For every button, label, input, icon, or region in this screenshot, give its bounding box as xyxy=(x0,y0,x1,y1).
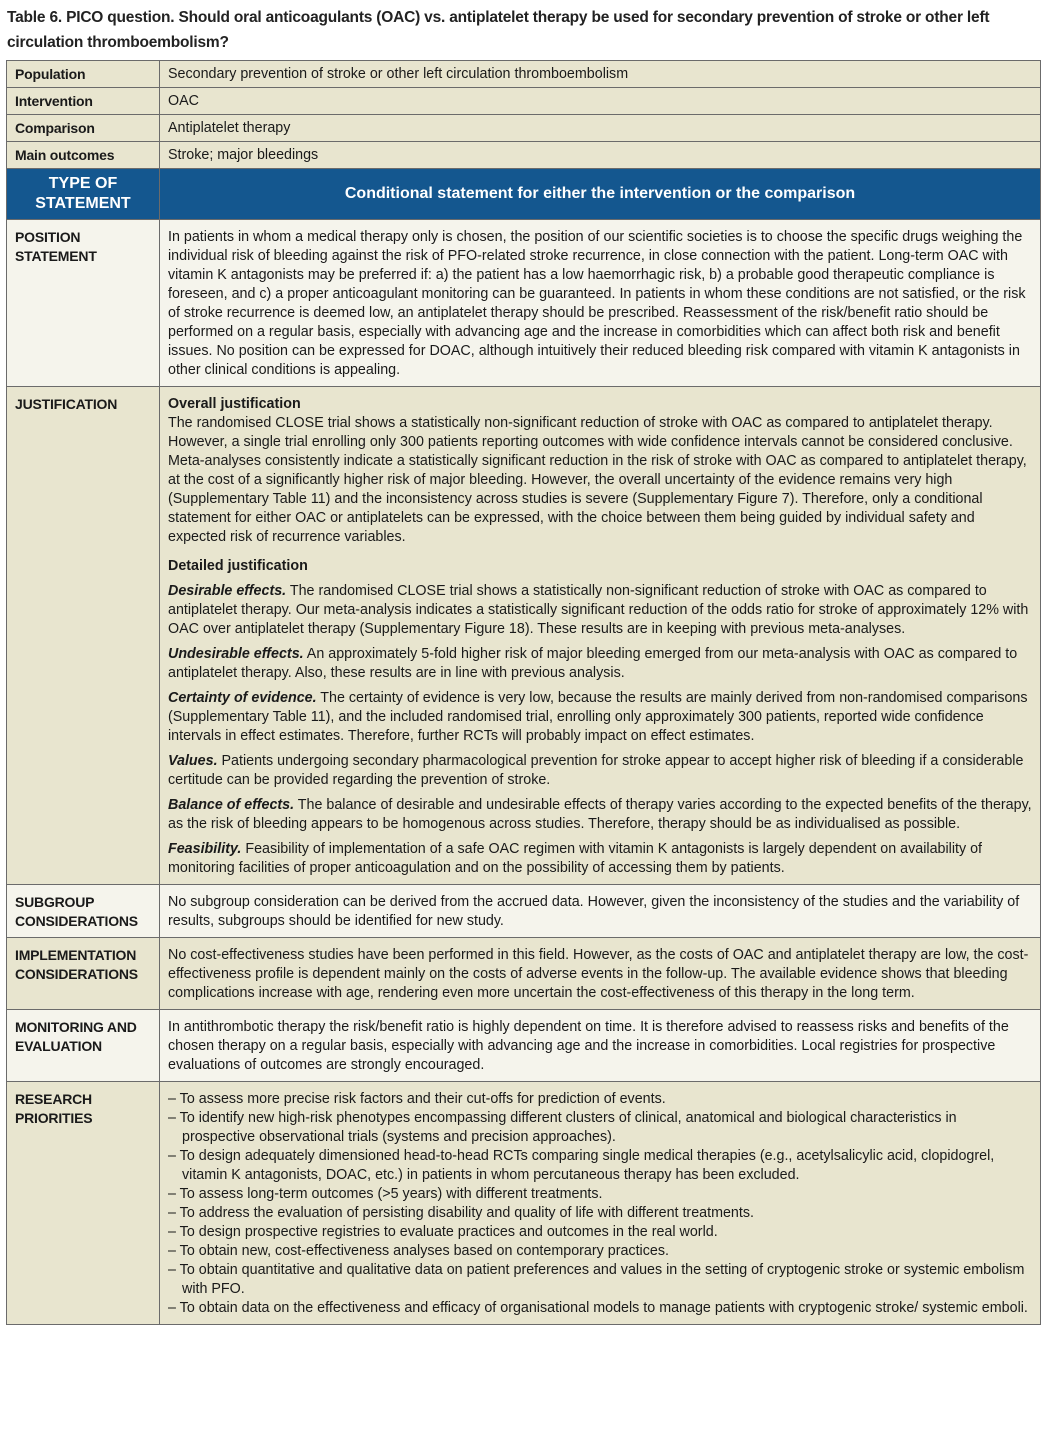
header-statement: Conditional statement for either the intervention or the comparison xyxy=(160,169,1041,220)
row-label: POSITION STATEMENT xyxy=(7,220,160,387)
row-label: SUBGROUP CONSIDERATIONS xyxy=(7,885,160,938)
row-label: Population xyxy=(7,61,160,88)
header-type-of-statement: TYPE OF STATEMENT xyxy=(7,169,160,220)
justification-item: Certainty of evidence. The certainty of evidence is very low, because the results are mainly derived from non-randomised comparisons (Supplementary Table 11), and the included randomised trial, enrolling only approximately 300 patients, reported wide confidence intervals in effect estimates. Therefore, further RCTs will probably impact on effect estimates. xyxy=(168,690,1028,744)
table-row xyxy=(7,115,1041,142)
list-item: – To obtain quantitative and qualitative data on patient preferences and values in the setting of cryptogenic stroke or systemic embolism with PFO. xyxy=(168,1262,1025,1297)
list-item: – To design adequately dimensioned head-to-head RCTs comparing single medical therapies (e.g., acetylsalicylic acid, clopidogrel, vitamin K antagonists, DOAC, etc.) in patients in whom percutaneous therapy has been excluded. xyxy=(168,1148,995,1183)
row-label: IMPLEMENTATION CONSIDERATIONS xyxy=(7,938,160,1010)
row-value: In patients in whom a medical therapy only is chosen, the position of our scientific societies is to choose the specific drugs weighing the individual risk of bleeding against the risk of PFO-related stroke recurrence, in close connection with the patient. Long-term OAC with vitamin K antagonists may be preferred if: a) the patient has a low haemorrhagic risk, b) a probable good therapeutic compliance is foreseen, and c) a proper anticoagulant monitoring can be guaranteed. In patients in whom these conditions are not satisfied, or the risk of stroke recurrence is deemed low, an antiplatelet therapy should be prescribed. Reassessment of the risk/benefit ratio should be performed on a regular basis, especially with advancing age and the increase in comorbidities which can affect both risk and benefit issues. No position can be expressed for DOAC, although intuitively their reduced bleeding risk compared with vitamin K antagonists in other clinical conditions is appealing. xyxy=(160,220,1041,387)
justification-item: Values. Patients undergoing secondary pharmacological prevention for stroke appear to accept higher risk of bleeding if a considerable certitude can be provided regarding the prevention of stroke. xyxy=(168,753,1024,788)
row-value: Stroke; major bleedings xyxy=(160,142,1041,169)
row-value: No subgroup consideration can be derived from the accrued data. However, given the inconsistency of the studies and the variability of results, subgroups should be identified for new study. xyxy=(160,885,1041,938)
row-label: MONITORING AND EVALUATION xyxy=(7,1010,160,1082)
detailed-justification-title: Detailed justification xyxy=(168,558,308,574)
justification-item: Feasibility. Feasibility of implementation of a safe OAC regimen with vitamin K antagonists is largely dependent on availability of monitoring facilities of proper anticoagulation and on the possibility of accessing them by patients. xyxy=(168,841,983,876)
justification-content xyxy=(160,387,1041,885)
list-item: – To assess more precise risk factors and their cut-offs for prediction of events. xyxy=(168,1091,666,1107)
table-row xyxy=(7,142,1041,169)
list-item: – To design prospective registries to evaluate practices and outcomes in the real world. xyxy=(168,1224,718,1240)
row-label: JUSTIFICATION xyxy=(7,387,160,885)
research-list xyxy=(168,1090,1032,1318)
row-label: Comparison xyxy=(7,115,160,142)
overall-justification-title: Overall justification xyxy=(168,396,301,412)
implementation-row xyxy=(7,938,1041,1010)
list-item: – To obtain new, cost-effectiveness analyses based on contemporary practices. xyxy=(168,1243,669,1259)
table-row xyxy=(7,61,1041,88)
row-value: Antiplatelet therapy xyxy=(160,115,1041,142)
table-row xyxy=(7,88,1041,115)
row-label: Main outcomes xyxy=(7,142,160,169)
row-value: In antithrombotic therapy the risk/benefit ratio is highly dependent on time. It is therefore advised to reassess risks and benefits of the chosen therapy on a regular basis, especially with advancing age and the increase in comorbidities. Local registries for prospective evaluations of outcomes are strongly encouraged. xyxy=(160,1010,1041,1082)
justification-item: Undesirable effects. An approximately 5-fold higher risk of major bleeding emerged from our meta-analysis with OAC as compared to antiplatelet therapy. Also, these results are in line with previous analysis. xyxy=(168,646,1018,681)
justification-row xyxy=(7,387,1041,885)
justification-item: Desirable effects. The randomised CLOSE trial shows a statistically non-significant reduction of stroke with OAC as compared to antiplatelet therapy. Our meta-analysis indicates a statistically significant reduction of the odds ratio for stroke of approximately 12% with OAC over antiplatelet therapy (Supplementary Figure 18). These results are in keeping with previous meta-analyses. xyxy=(168,583,1029,637)
row-label: Intervention xyxy=(7,88,160,115)
pico-table xyxy=(6,60,1041,1325)
justification-item: Balance of effects. The balance of desirable and undesirable effects of therapy varies according to the expected benefits of the therapy, as the risk of bleeding appears to be homogenous across studies. Therefore, therapy should be as individualised as possible. xyxy=(168,797,1032,832)
list-item: – To identify new high-risk phenotypes encompassing different clusters of clinical, anatomical and biological characteristics in prospective observational trials (systems and precision approaches). xyxy=(168,1110,957,1145)
list-item: – To address the evaluation of persisting disability and quality of life with different treatments. xyxy=(168,1205,754,1221)
research-list-cell xyxy=(160,1082,1041,1325)
monitoring-row xyxy=(7,1010,1041,1082)
list-item: – To assess long-term outcomes (>5 years) with different treatments. xyxy=(168,1186,603,1202)
table-header-row xyxy=(7,169,1041,220)
table-caption: Table 6. PICO question. Should oral anticoagulants (OAC) vs. antiplatelet therapy be used for secondary prevention of stroke or other left circulation thromboembolism? xyxy=(7,9,990,51)
row-value: No cost-effectiveness studies have been performed in this field. However, as the costs of OAC and antiplatelet therapy are low, the cost-effectiveness profile is dependent mainly on the costs of adverse events in the follow-up. The available evidence shows that bleeding complications increase with age, rendering even more uncertain the cost-effectiveness of this therapy in the long term. xyxy=(160,938,1041,1010)
research-row xyxy=(7,1082,1041,1325)
subgroup-row xyxy=(7,885,1041,938)
list-item: – To obtain data on the effectiveness and efficacy of organisational models to manage patients with cryptogenic stroke/ systemic emboli. xyxy=(168,1300,1028,1316)
overall-justification-text: The randomised CLOSE trial shows a statistically non-significant reduction of stroke with OAC as compared to antiplatelet therapy. However, a single trial enrolling only 300 patients reporting outcomes with wide confidence intervals cannot be considered conclusive. Meta-analyses consistently indicate a statistically significant reduction in the risk of stroke with OAC as compared to antiplatelet therapy, at the cost of a significantly higher risk of major bleeding. However, the overall uncertainty of the evidence remains very high (Supplementary Table 11) and the inconsistency across studies is severe (Supplementary Figure 7). Therefore, only a conditional statement for either OAC or antiplatelets can be expressed, with the choice between them being guided by individual safety and expected risk of recurrence variables. xyxy=(168,415,1027,545)
row-value: OAC xyxy=(160,88,1041,115)
position-statement-row xyxy=(7,220,1041,387)
row-value: Secondary prevention of stroke or other left circulation thromboembolism xyxy=(160,61,1041,88)
row-label: RESEARCH PRIORITIES xyxy=(7,1082,160,1325)
